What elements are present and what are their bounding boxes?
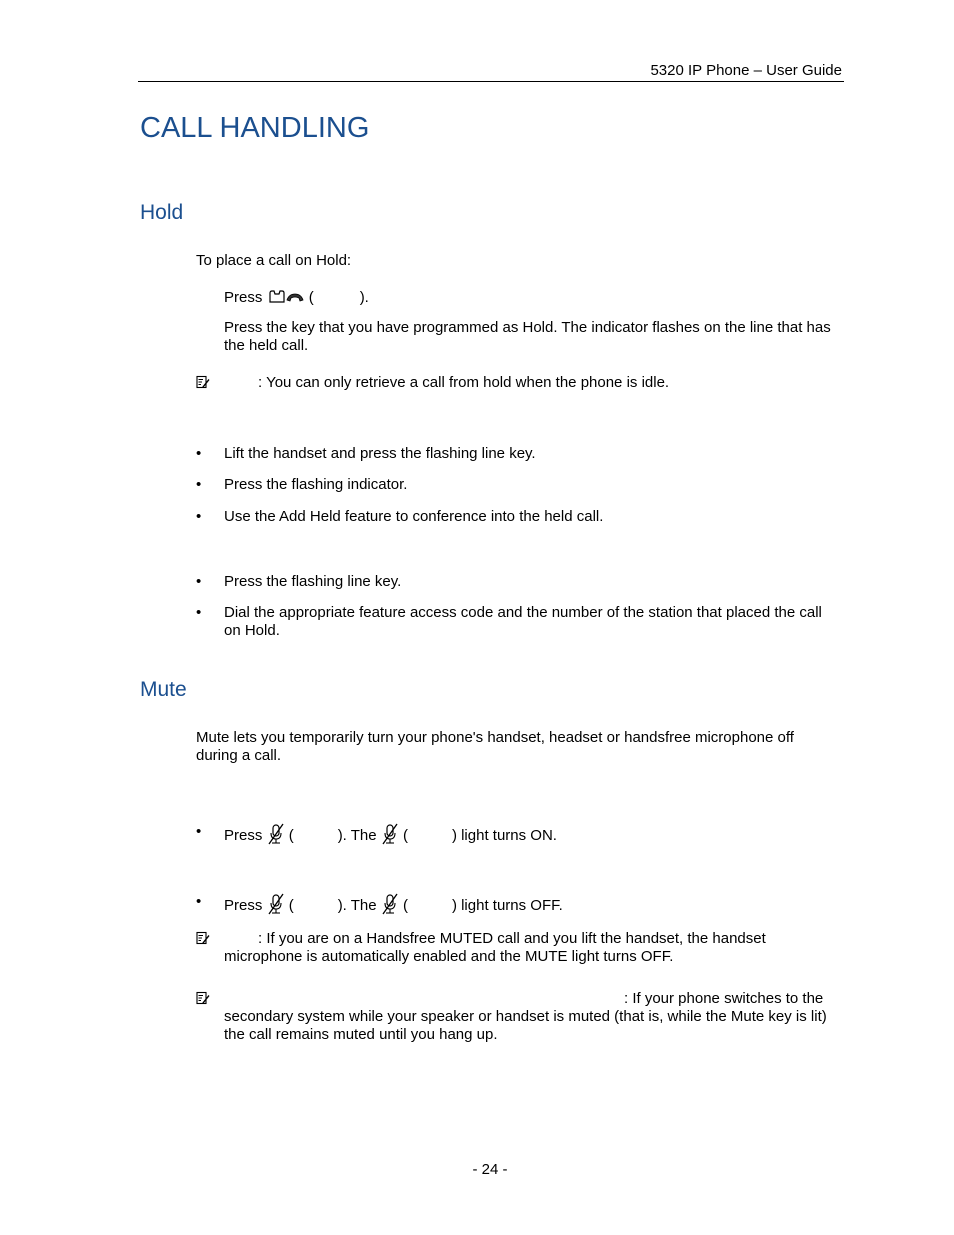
hold-step-1-prefix: Press (224, 289, 263, 306)
bullet-icon: • (196, 508, 202, 525)
section-heading-mute: Mute (140, 678, 187, 701)
bullet-icon: • (196, 893, 202, 910)
running-header: 5320 IP Phone – User Guide (650, 62, 842, 79)
mute-on-open: ( (288, 827, 294, 844)
mute-off-open2: ( (402, 897, 408, 914)
mute-microphone-icon (267, 893, 285, 918)
list-item: Dial the appropriate feature access code and the number of the station that placed the call on Hold. (224, 604, 822, 639)
list-item: Press the flashing line key. (224, 573, 402, 590)
mute-microphone-icon (381, 893, 399, 918)
hold-step-1-open: ( (308, 289, 314, 306)
mute-note-1: : If you are on a Handsfree MUTED call and you lift the handset, the handset microphone is automatically enabled and the MUTE light turns OFF. (224, 930, 766, 965)
list-item: Lift the handset and press the flashing line key. (224, 445, 536, 462)
mute-on-mid: ). The (337, 827, 377, 844)
mute-intro: Mute lets you temporarily turn your phone's handset, headset or handsfree microphone off during a call. (196, 729, 794, 764)
mute-off-end: ) light turns OFF. (451, 897, 563, 914)
mute-note-2-rest: secondary system while your speaker or handset is muted (that is, while the Mute key is lit) the call remains muted until you hang up. (224, 1008, 827, 1043)
mute-note-2-first: : If your phone switches to the (624, 990, 824, 1007)
hold-intro: To place a call on Hold: (196, 252, 352, 269)
bullet-icon: • (196, 573, 202, 590)
bullet-icon: • (196, 604, 202, 621)
hold-handset-icon (267, 289, 305, 310)
hold-note: : You can only retrieve a call from hold when the phone is idle. (258, 374, 670, 391)
note-pencil-icon (196, 991, 210, 1005)
bullet-icon: • (196, 445, 202, 462)
chapter-title: CALL HANDLING (140, 112, 370, 144)
mute-on-line (224, 823, 557, 848)
mute-off-line (224, 893, 563, 918)
mute-on-end: ) light turns ON. (451, 827, 557, 844)
header-rule (138, 81, 844, 82)
section-heading-hold: Hold (140, 201, 184, 224)
mute-microphone-icon (267, 823, 285, 848)
list-item: Press the flashing indicator. (224, 476, 408, 493)
mute-microphone-icon (381, 823, 399, 848)
hold-step-1 (224, 289, 369, 310)
mute-on-open2: ( (402, 827, 408, 844)
mute-off-press: Press (224, 897, 263, 914)
mute-off-open: ( (288, 897, 294, 914)
hold-step-2: Press the key that you have programmed as Hold. The indicator flashes on the line that has the held call. (224, 319, 831, 354)
mute-off-mid: ). The (337, 897, 377, 914)
note-pencil-icon (196, 931, 210, 945)
page-number: - 24 - (472, 1161, 508, 1178)
bullet-icon: • (196, 823, 202, 840)
hold-step-1-close: ). (359, 289, 369, 306)
mute-on-press: Press (224, 827, 263, 844)
list-item: Use the Add Held feature to conference into the held call. (224, 508, 604, 525)
bullet-icon: • (196, 476, 202, 493)
note-pencil-icon (196, 375, 210, 389)
